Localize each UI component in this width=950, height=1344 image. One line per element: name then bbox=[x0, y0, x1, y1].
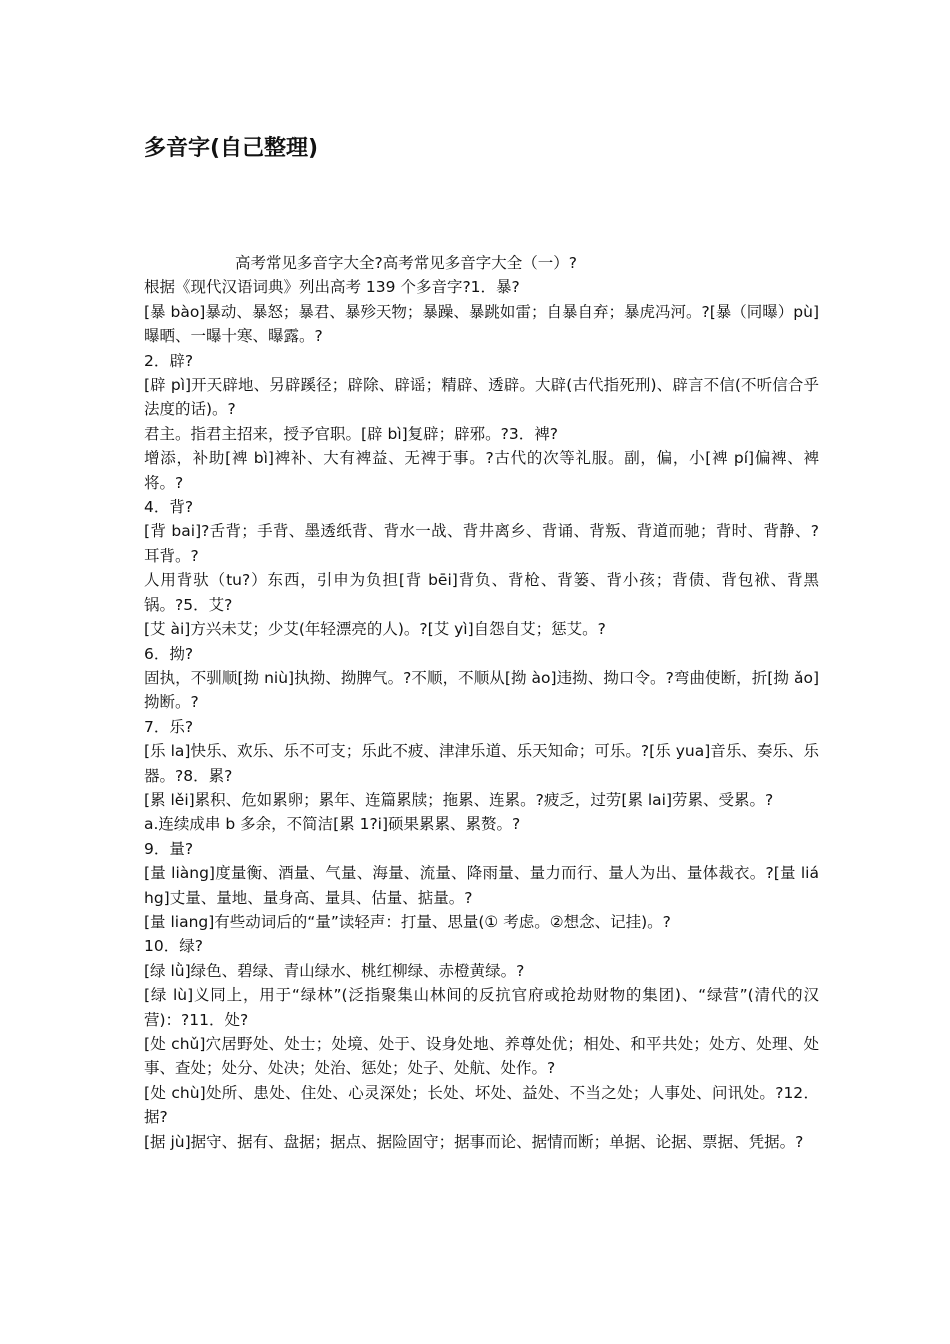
document-title: 多音字(自己整理) bbox=[144, 136, 319, 161]
paragraph: 10．绿? bbox=[144, 937, 203, 956]
paragraph: 7．乐? bbox=[144, 717, 194, 736]
document-body bbox=[144, 251, 819, 1154]
paragraph: 6．拗? bbox=[144, 644, 194, 663]
paragraph: 固执，不驯顺[拗 niù]执拗、拗脾气。?不顺，不顺从[拗 ào]违拗、拗口令。?弯曲使断，折[拗 ǎo]拗断。? bbox=[144, 668, 819, 712]
paragraph: [背 bai]?舌背；手背、墨透纸背、背水一战、背井离乡、背诵、背叛、背道而驰；背时、背静、?耳背。? bbox=[144, 522, 819, 565]
paragraph: [艾 ài]方兴未艾；少艾(年轻漂亮的人)。?[艾 yì]自怨自艾；惩艾。? bbox=[144, 620, 606, 639]
paragraph: [累 lěi]累积、危如累卵；累年、连篇累牍；拖累、连累。?疲乏，过劳[累 lai]劳累、受累。? bbox=[144, 790, 774, 809]
paragraph: [量 liàng]度量衡、酒量、气量、海量、流量、降雨量、量力而行、量人为出、量体裁衣。?[量 liáhg]丈量、量地、量身高、量具、估量、掂量。? bbox=[144, 864, 819, 907]
paragraph: 9．量? bbox=[144, 839, 194, 858]
paragraph: [量 liang]有些动词后的“量”读轻声：打量、思量(① 考虑。②想念、记挂)。? bbox=[144, 912, 671, 931]
paragraph-heading: 高考常见多音字大全?高考常见多音字大全（一）? bbox=[235, 254, 577, 272]
paragraph: [绿 lù]义同上，用于“绿林”(泛指聚集山林间的反抗官府或抢劫财物的集团)、“绿营”(清代的汉营)：?11．处? bbox=[144, 986, 819, 1029]
paragraph: [绿 lǜ]绿色、碧绿、青山绿水、桃红柳绿、赤橙黄绿。? bbox=[144, 961, 525, 980]
paragraph: [暴 bào]暴动、暴怒；暴君、暴殄天物；暴躁、暴跳如雷；自暴自弃；暴虎冯河。?[暴（同曝）pù]曝晒、一曝十寒、曝露。? bbox=[144, 302, 819, 346]
paragraph: 2．辟? bbox=[144, 351, 194, 370]
paragraph: [据 jù]据守、据有、盘据；据点、据险固守；据事而论、据情而断；单据、论据、票据、凭据。? bbox=[144, 1132, 804, 1151]
paragraph: 4．背? bbox=[144, 498, 194, 517]
paragraph: [乐 la]快乐、欢乐、乐不可支；乐此不疲、津津乐道、乐天知命；可乐。?[乐 yua]音乐、奏乐、乐器。?8．累? bbox=[144, 742, 819, 785]
paragraph: 人用背驮（tu?）东西，引申为负担[背 bēi]背负、背枪、背篓、背小孩；背债、背包袱、背黑锅。?5．艾? bbox=[144, 571, 819, 614]
paragraph: 根据《现代汉语词典》列出高考 139 个多音字?1．暴? bbox=[144, 278, 520, 297]
paragraph: a.连续成串 b 多余，不简洁[累 1?i]硕果累累、累赘。? bbox=[144, 815, 521, 834]
paragraph: 增添，补助[裨 bì]裨补、大有裨益、无裨于事。?古代的次等礼服。副，偏，小[裨 pí]偏裨、裨将。? bbox=[144, 449, 819, 492]
paragraph: [处 chù]处所、患处、住处、心灵深处；长处、坏处、益处、不当之处；人事处、问讯处。?12．据? bbox=[144, 1083, 819, 1127]
paragraph: [辟 pì]开天辟地、另辟蹊径；辟除、辟谣；精辟、透辟。大辟(古代指死刑)、辟言不信(不听信合乎法度的话)。? bbox=[144, 376, 819, 419]
paragraph: [处 chǔ]穴居野处、处士；处境、处于、设身处地、养尊处优；相处、和平共处；处方、处理、处事、查处；处分、处决；处治、惩处；处子、处航、处作。? bbox=[144, 1035, 819, 1078]
paragraph: 君主。指君主招来，授予官职。[辟 bì]复辟；辟邪。?3．裨? bbox=[144, 424, 558, 443]
